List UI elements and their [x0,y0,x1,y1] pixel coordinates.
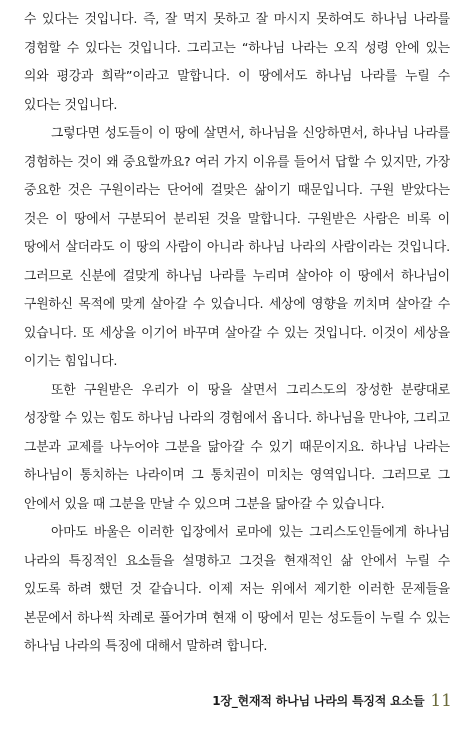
page-footer [0,690,452,711]
paragraph-paul: 아마도 바울은 이러한 입장에서 로마에 있는 그리스도인들에게 하나님 나라의 특징적인 요소들을 설명하고 그것을 현재적인 삶 안에서 누릴 수 있도록 하려 했던 것 같습니다. 이제 저는 위에서 제기한 이러한 문제들을 본문에서 하나씩 차례로 풀어가며 현재 이 땅에서 믿는 성도들이 누릴 수 있는 하나님 나라의 특징에 대해서 말하려 합니다. [24,525,450,654]
page-body [24,6,450,662]
page-number: 11 [430,691,452,711]
paragraph-growth: 또한 구원받은 우리가 이 땅을 살면서 그리스도의 장성한 분량대로 성장할 수 있는 힘도 하나님 나라의 경험에서 옵니다. 하나님을 만나야, 그리고 그분과 교제를 나누어야 그분을 닮아갈 수 있기 때문이지요. 하나님 나라는 하나님이 통치하는 나라이며 그 통치권이 미치는 영역입니다. 그러므로 그 안에서 있을 때 그분을 만날 수 있으며 그분을 닮아갈 수 있습니다. [24,382,450,512]
paragraph-why-important: 그렇다면 성도들이 이 땅에 살면서, 하나님을 신앙하면서, 하나님 나라를 경험하는 것이 왜 중요할까요? 여러 가지 이유를 들어서 답할 수 있지만, 가장 중요한 것은 구원이라는 단어에 걸맞은 삶이기 때문입니다. 구원 받았다는 것은 이 땅에서 구분되어 분리된 것을 말합니다. 구원받은 사람은 비록 이 땅에서 살더라도 이 땅의 사람이 아니라 하나님 나라의 사람이라는 것입니다. 그러므로 신분에 걸맞게 하나님 나라를 누리며 살아야 이 땅에서 하나님이 구원하신 목적에 맞게 살아갈 수 있습니다. 세상에 영향을 끼치며 살아갈 수 있습니다. 또 세상을 이기어 바꾸며 살아갈 수 있는 것입니다. 이것이 세상을 이기는 힘입니다. [24,126,450,369]
paragraph-continuation: 수 있다는 것입니다. 즉, 잘 먹지 못하고 잘 마시지 못하여도 하나님 나라를 경험할 수 있다는 것입니다. 그리고는 “하나님 나라는 오직 성령 안에 있는 의와 평강과 희락”이라고 말합니다. 이 땅에서도 하나님 나라를 누릴 수 있다는 것입니다. [24,12,450,113]
chapter-running-title: 1장_현재적 하나님 나라의 특징적 요소들 [212,694,425,708]
